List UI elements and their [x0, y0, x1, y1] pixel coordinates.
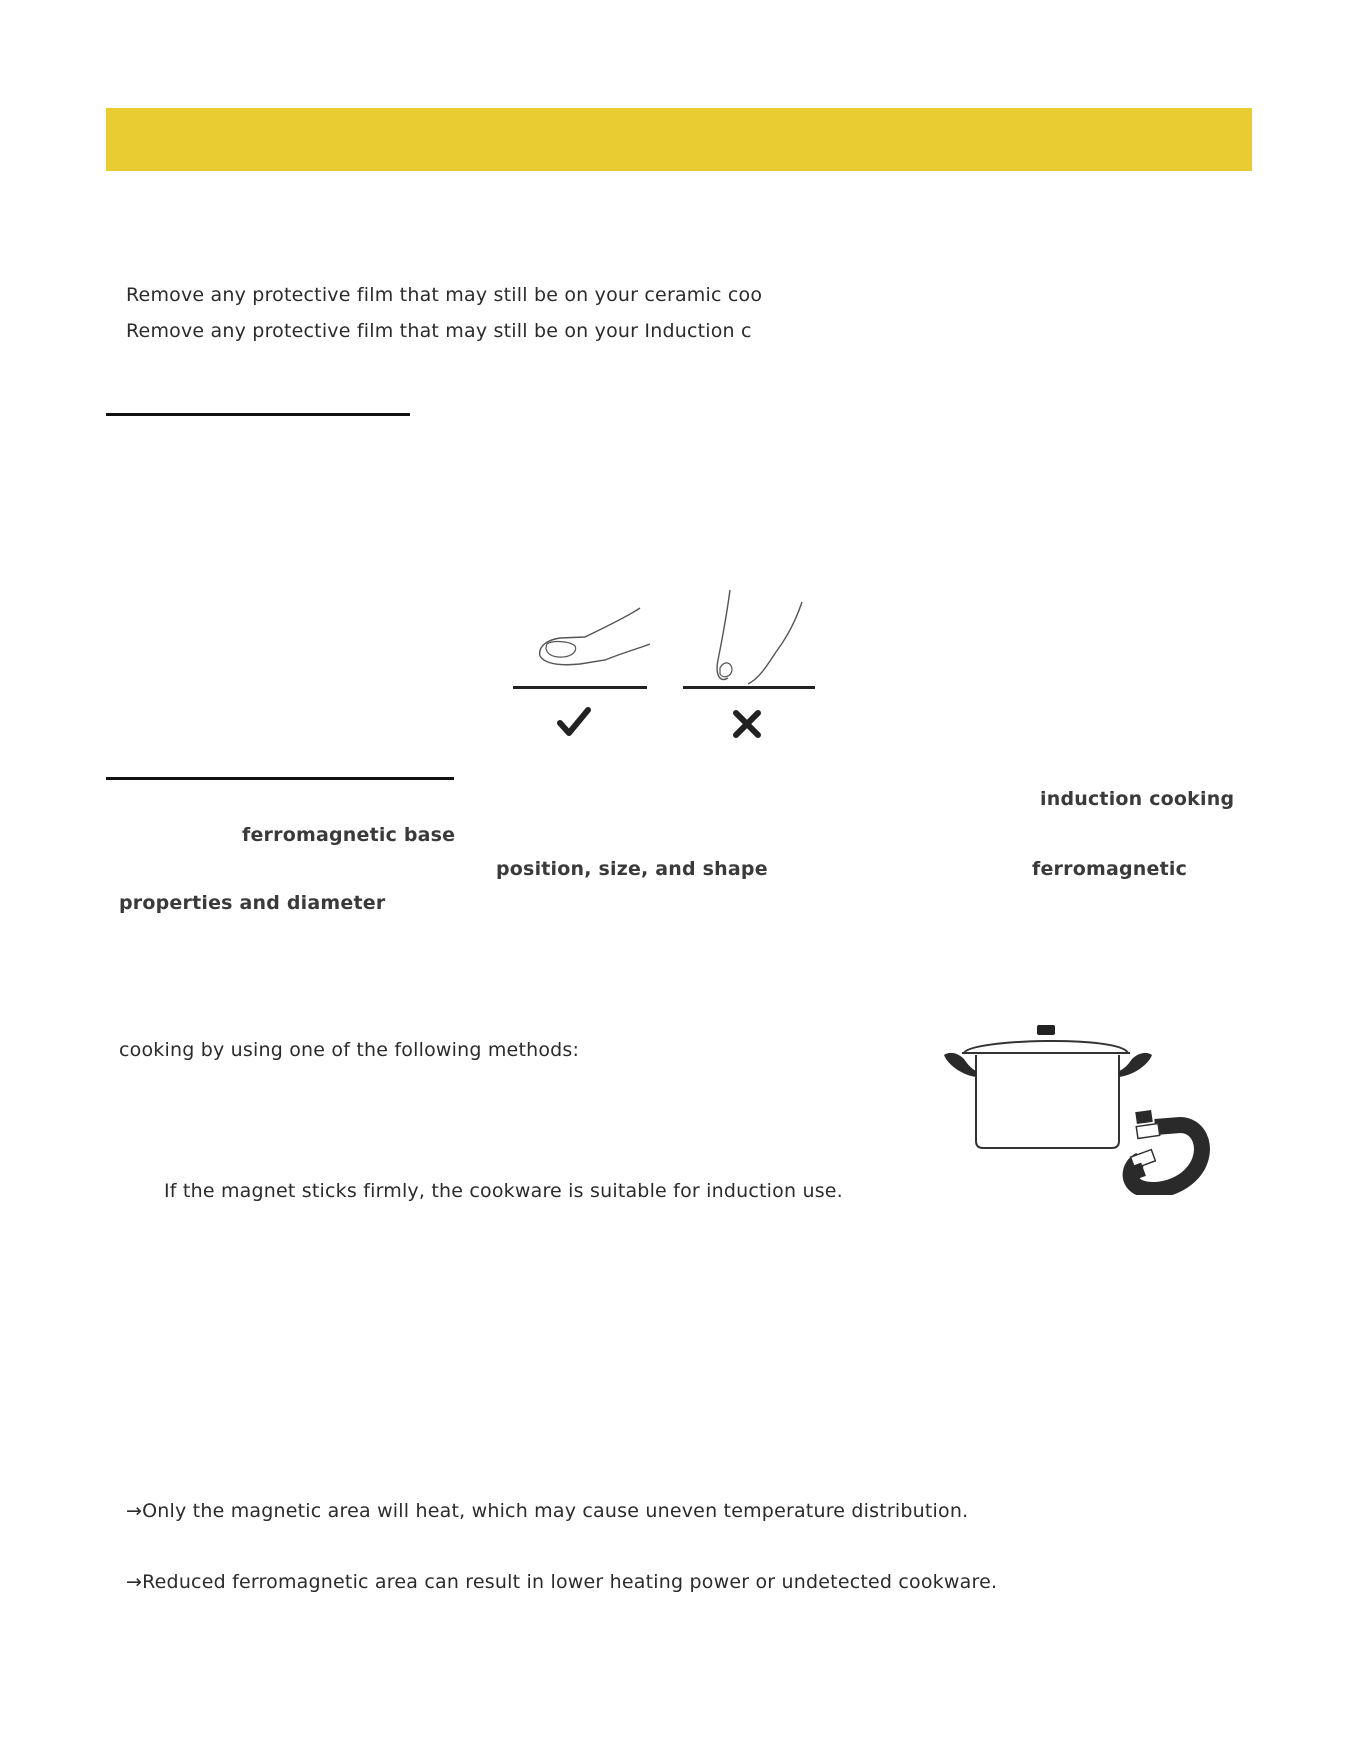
pot-lid-knob — [1037, 1025, 1055, 1035]
term-properties-diameter: properties and diameter — [119, 892, 386, 914]
note-line-1: →Only the magnetic area will heat, which may cause uneven temperature distribution. — [126, 1500, 969, 1522]
cross-icon — [736, 713, 758, 735]
section-divider-2 — [106, 777, 454, 780]
term-ferromagnetic: ferromagnetic — [1032, 858, 1188, 880]
intro-line-2: Remove any protective film that may still be on your Induction c — [126, 320, 752, 342]
check-icon — [560, 710, 588, 733]
section-banner — [106, 108, 1252, 171]
intro-line-1: Remove any protective film that may still be on your ceramic coo — [126, 284, 763, 306]
touch-control-illustration — [500, 580, 830, 750]
pot-magnet-illustration — [940, 1015, 1210, 1195]
magnet-result-line: If the magnet sticks firmly, the cookware is suitable for induction use. — [164, 1180, 843, 1202]
pot-handle-left — [944, 1053, 976, 1077]
pot-body — [976, 1055, 1119, 1148]
magnet-icon — [1126, 1110, 1202, 1190]
note-line-2: →Reduced ferromagnetic area can result in lower heating power or undetected cookware. — [126, 1571, 998, 1593]
tip-finger-icon — [717, 590, 802, 684]
term-induction-cooking: induction cooking — [1040, 788, 1235, 810]
surface-line-left — [513, 686, 647, 689]
flat-finger-icon — [540, 608, 650, 665]
section-divider-1 — [106, 413, 410, 416]
pot-handle-right — [1119, 1053, 1152, 1077]
surface-line-right — [683, 686, 815, 689]
term-ferromagnetic-base: ferromagnetic base — [242, 824, 456, 846]
methods-line: cooking by using one of the following methods: — [119, 1039, 580, 1061]
term-position-size-shape: position, size, and shape — [496, 858, 768, 880]
